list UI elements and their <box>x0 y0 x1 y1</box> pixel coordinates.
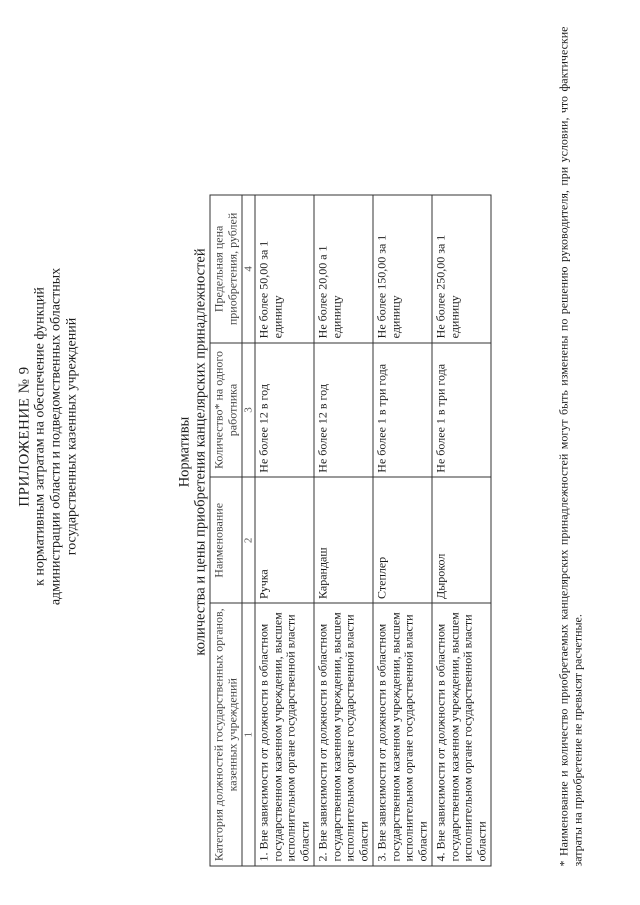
document-title: Нормативы <box>176 416 193 488</box>
row-quantity: Не более 12 в год <box>255 343 314 477</box>
table-row <box>373 195 432 866</box>
row-category: 3. Вне зависимости от должности в областном государственном казенном учреждении, высшем исполнительном органе государственной власти области <box>373 603 432 866</box>
row-quantity: Не более 1 в три года <box>373 343 432 477</box>
rotated-document-page <box>1 0 640 905</box>
row-name: Карандаш <box>314 477 373 603</box>
header-price: Предельная цена приобретения, рублей <box>210 195 242 343</box>
table-row <box>314 195 373 866</box>
header-category: Категория должностей государственных органов, казенных учреждений <box>210 603 242 866</box>
norms-table <box>210 195 492 867</box>
appendix-title: ПРИЛОЖЕНИЕ № 9 <box>16 366 33 507</box>
column-number-row <box>242 195 255 866</box>
document-title-block <box>177 10 209 895</box>
appendix-header <box>17 87 81 787</box>
row-price: Не более 50,00 за 1 единицу <box>255 195 314 343</box>
appendix-line-1: к нормативным затратам на обеспечение функций <box>32 287 48 586</box>
column-number: 4 <box>242 195 255 343</box>
row-category: 2. Вне зависимости от должности в областном государственном казенном учреждении, высшем исполнительном органе государственной власти области <box>314 603 373 866</box>
column-number: 1 <box>242 603 255 866</box>
row-quantity: Не более 1 в три года <box>432 343 491 477</box>
row-name: Дырокол <box>432 477 491 603</box>
footnote: * Наименование и количество приобретаемых канцелярских принадлежностей могут быть изменены по решению руководителя, при условии, что фактические затраты на приобретение не превысят расчетные. <box>556 26 585 867</box>
row-category: 1. Вне зависимости от должности в областном государственном казенном учреждении, высшем исполнительном органе государственной власти области <box>255 603 314 866</box>
document-subtitle: количества и цены приобретения канцелярских принадлежностей <box>192 248 209 656</box>
column-number: 3 <box>242 343 255 477</box>
appendix-line-2: администрации области и подведомственных областных <box>48 267 64 606</box>
row-price: Не более 250,00 за 1 единицу <box>432 195 491 343</box>
column-number: 2 <box>242 477 255 603</box>
row-quantity: Не более 12 в год <box>314 343 373 477</box>
row-name: Степлер <box>373 477 432 603</box>
header-quantity: Количество* на одного работника <box>210 343 242 477</box>
appendix-line-3: государственных казенных учреждений <box>64 317 80 556</box>
table-row <box>255 195 314 866</box>
row-category: 4. Вне зависимости от должности в областном государственном казенном учреждении, высшем исполнительном органе государственной власти области <box>432 603 491 866</box>
header-name: Наименование <box>210 477 242 603</box>
table-header-row <box>210 195 242 866</box>
table-row <box>432 195 491 866</box>
row-price: Не более 20,00 а 1 единицу <box>314 195 373 343</box>
row-price: Не более 150,00 за 1 единицу <box>373 195 432 343</box>
row-name: Ручка <box>255 477 314 603</box>
